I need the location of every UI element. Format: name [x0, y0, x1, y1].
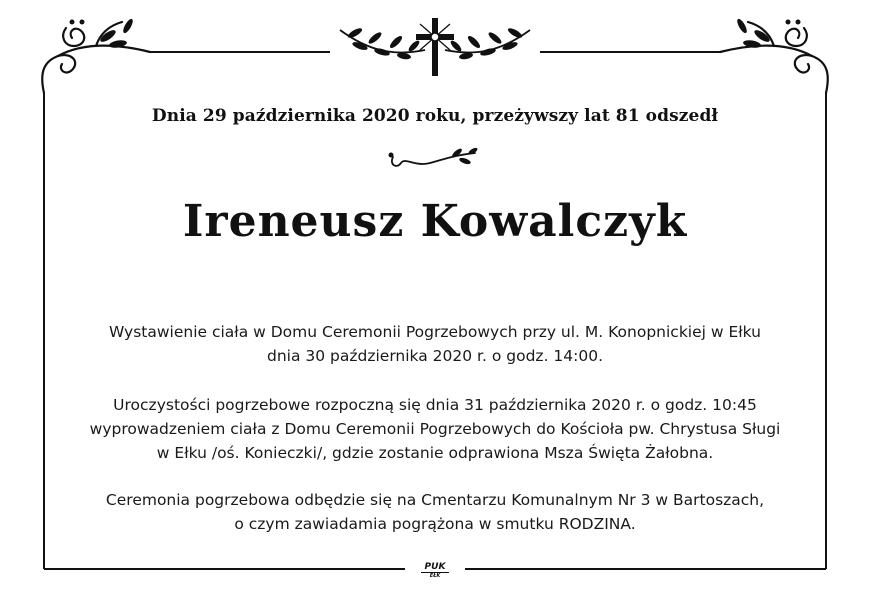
death-announcement-headline: Dnia 29 października 2020 roku, przeżywszy lat 81 odszedł	[151, 106, 719, 126]
funeral-home-logo	[415, 562, 455, 579]
paragraph-line: w Ełku /oś. Konieczki/, gdzie zostanie odprawiona Msza Święta Żałobna.	[156, 444, 714, 462]
logo-sub-text: EŁK	[421, 572, 449, 579]
paragraph-line: Ceremonia pogrzebowa odbędzie się na Cmentarzu Komunalnym Nr 3 w Bartoszach,	[105, 491, 765, 509]
paragraph-line: Uroczystości pogrzebowe rozpoczną się dnia 31 października 2020 r. o godz. 10:45	[113, 396, 757, 414]
laurel-branch-icon	[340, 26, 425, 60]
paragraph-line: Wystawienie ciała w Domu Ceremonii Pogrzebowych przy ul. M. Konopnickiej w Ełku	[108, 323, 761, 341]
ceremony-paragraph	[40, 393, 830, 465]
paragraph-line: o czym zawiadamia pogrążona w smutku RODZINA.	[234, 515, 636, 533]
paragraph-line: wyprowadzeniem ciała z Domu Ceremonii Pogrzebowych do Kościoła pw. Chrystusa Sługi	[89, 420, 781, 438]
floral-flourish-icon	[42, 22, 150, 93]
paragraph-line: dnia 30 października 2020 r. o godz. 14:00.	[266, 347, 604, 365]
leaf-swirl-icon	[385, 145, 485, 175]
cross-icon	[416, 18, 454, 76]
logo-main-text: PUK	[424, 562, 446, 572]
viewing-paragraph	[40, 320, 830, 368]
floral-flourish-icon	[720, 22, 828, 93]
laurel-branch-icon	[445, 26, 530, 60]
deceased-name: Ireneusz Kowalczyk	[182, 196, 688, 247]
burial-paragraph	[40, 488, 830, 536]
